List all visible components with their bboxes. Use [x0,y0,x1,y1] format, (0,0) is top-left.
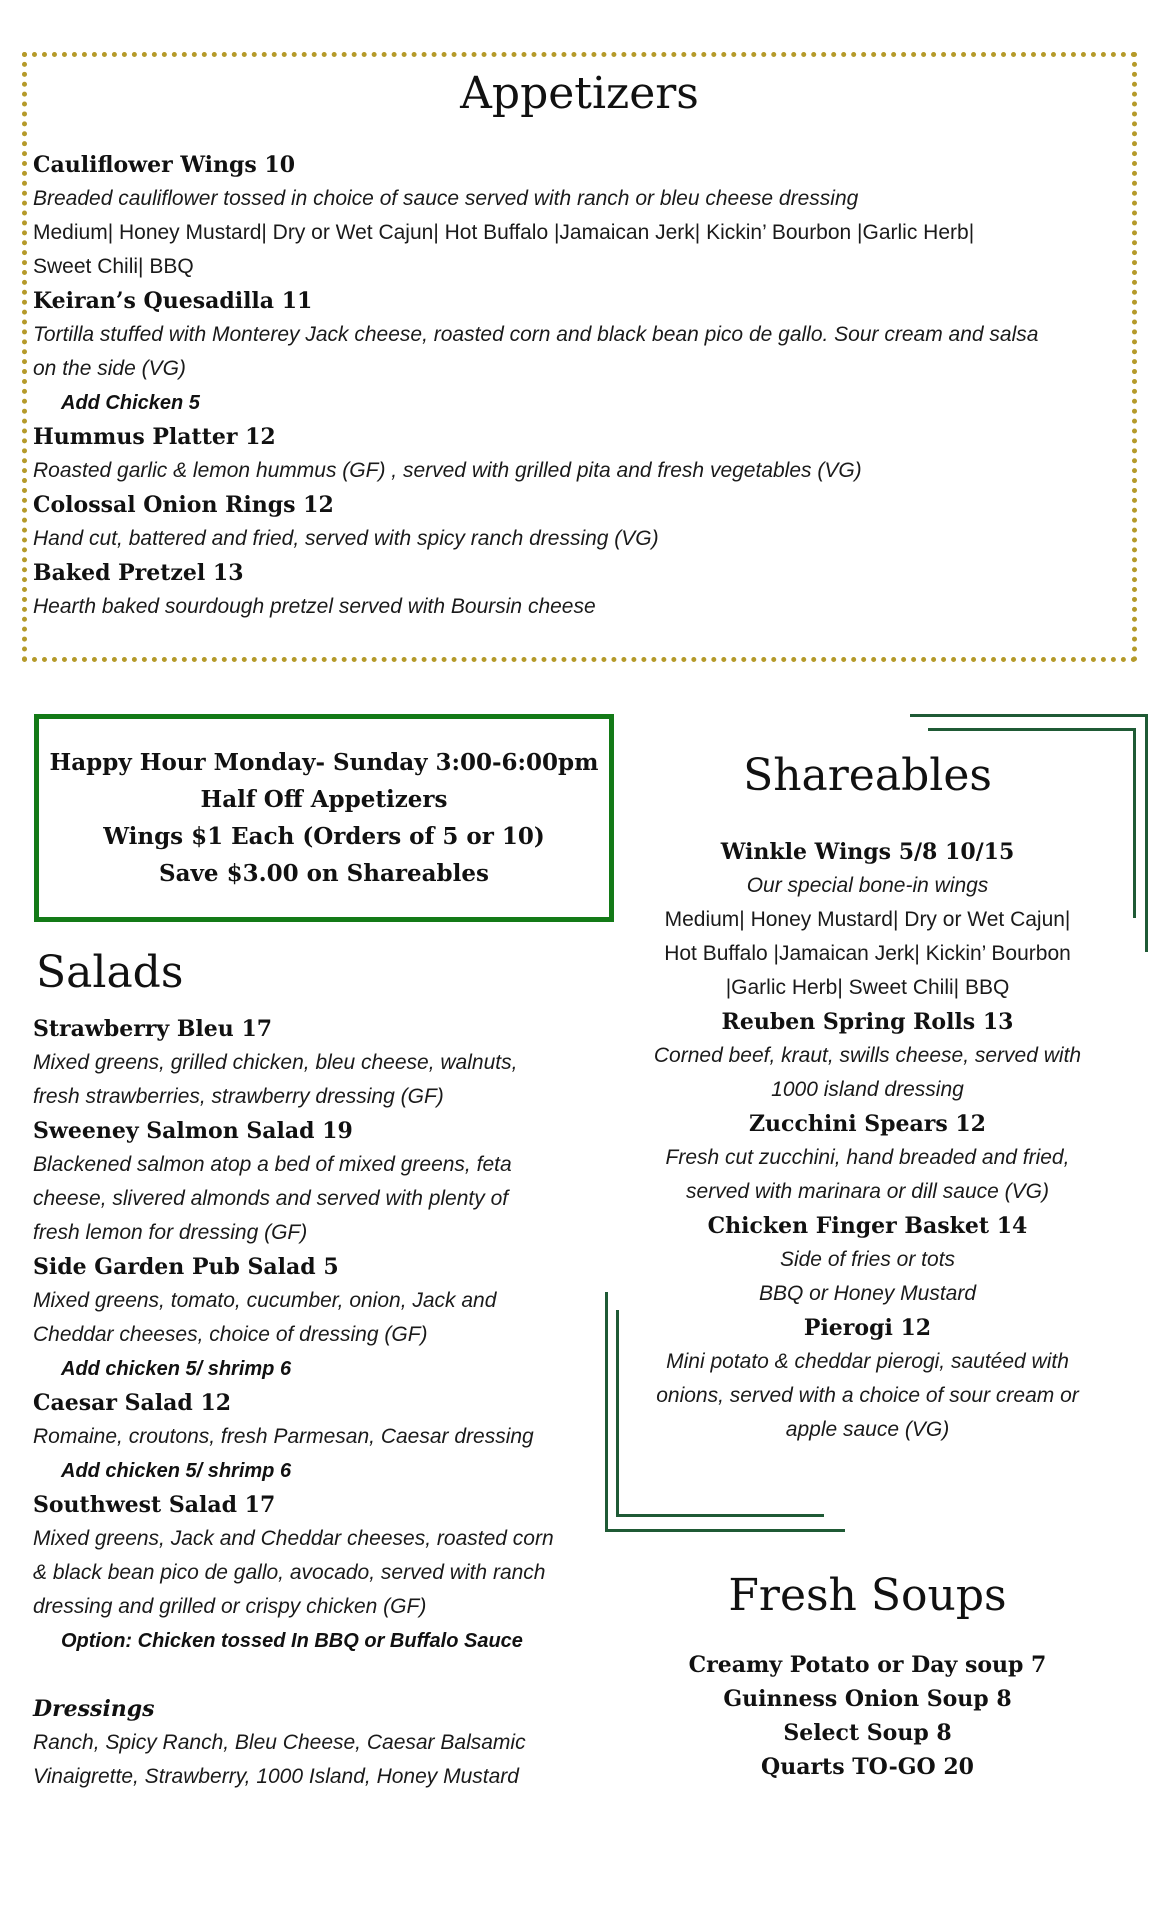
item-description: on the side (VG) [33,357,186,380]
sauce-options: Medium| Honey Mustard| Dry or Wet Cajun| [664,908,1071,931]
menu-item-salmon-salad [33,1114,613,1250]
item-description: Mixed greens, tomato, cucumber, onion, Jack and [33,1289,497,1312]
soup-item: Guinness Onion Soup 8 [723,1686,1012,1712]
menu-item-pierogi [620,1311,1115,1447]
item-description: Cheddar cheeses, choice of dressing (GF) [33,1323,428,1346]
item-name: Cauliflower Wings 10 [33,152,296,178]
item-description: fresh strawberries, strawberry dressing (GF) [33,1085,444,1108]
decorative-line [928,728,1134,731]
item-addon: Add chicken 5/ shrimp 6 [61,1358,292,1380]
menu-item-onion-rings [33,488,1128,556]
happy-hour-line: Happy Hour Monday- Sunday 3:00-6:00pm [49,749,599,776]
item-description: Mixed greens, Jack and Cheddar cheeses, roasted corn [33,1527,554,1550]
item-description: Side of fries or tots [779,1248,956,1271]
menu-item-side-garden-salad [33,1250,613,1386]
item-name: Winkle Wings 5/8 10/15 [720,839,1015,865]
decorative-line [605,1529,845,1532]
item-description: Roasted garlic & lemon hummus (GF) , served with grilled pita and fresh vegetables (VG) [33,459,862,482]
soup-item: Creamy Potato or Day soup 7 [688,1652,1047,1678]
soup-item: Select Soup 8 [783,1720,952,1746]
item-description: Hearth baked sourdough pretzel served with Boursin cheese [33,595,596,618]
item-name: Side Garden Pub Salad 5 [33,1254,339,1280]
item-addon: Add Chicken 5 [61,392,200,414]
item-description: BBQ or Honey Mustard [758,1282,977,1305]
item-description: Fresh cut zucchini, hand breaded and fried, [665,1146,1070,1169]
dressings-block [33,1692,613,1794]
item-name: Colossal Onion Rings 12 [33,492,334,518]
menu-item-quesadilla [33,284,1128,420]
menu-item-winkle-wings [620,835,1115,1005]
item-description: served with marinara or dill sauce (VG) [686,1180,1049,1203]
salads-list [33,1012,613,1794]
item-description: cheese, slivered almonds and served with plenty of [33,1187,509,1210]
menu-item-cauliflower-wings [33,148,1128,284]
item-description: & black bean pico de gallo, avocado, served with ranch [33,1561,546,1584]
decorative-line [1145,714,1148,952]
item-description: Corned beef, kraut, swills cheese, served with [653,1044,1082,1067]
appetizers-list [33,148,1128,624]
soups-list [620,1648,1115,1784]
item-name: Strawberry Bleu 17 [33,1016,273,1042]
item-name: Southwest Salad 17 [33,1492,276,1518]
sauce-options: |Garlic Herb| Sweet Chili| BBQ [725,976,1010,999]
menu-item-zucchini-spears [620,1107,1115,1209]
item-name: Reuben Spring Rolls 13 [721,1009,1014,1035]
happy-hour-line: Save $3.00 on Shareables [159,860,489,887]
menu-item-hummus-platter [33,420,1128,488]
dressings-title: Dressings [33,1696,155,1722]
menu-item-chicken-finger-basket [620,1209,1115,1311]
decorative-line [910,714,1148,717]
sauce-options: Sweet Chili| BBQ [33,255,194,278]
item-name: Zucchini Spears 12 [749,1111,986,1137]
item-description: fresh lemon for dressing (GF) [33,1221,308,1244]
decorative-line [1133,728,1136,918]
appetizers-title: Appetizers [460,68,699,119]
item-name: Chicken Finger Basket 14 [707,1213,1028,1239]
item-name: Hummus Platter 12 [33,424,276,450]
item-description: Tortilla stuffed with Monterey Jack cheese, roasted corn and black bean pico de gallo. Sour cream and salsa [33,323,1039,346]
menu-item-southwest-salad [33,1488,613,1658]
decorative-line [616,1310,619,1516]
item-name: Pierogi 12 [803,1315,932,1341]
item-description: Romaine, croutons, fresh Parmesan, Caesar dressing [33,1425,534,1448]
salads-title: Salads [36,947,184,998]
item-description: onions, served with a choice of sour cream or [656,1384,1079,1407]
sauce-options: Hot Buffalo |Jamaican Jerk| Kickin’ Bourbon [664,942,1071,965]
item-addon: Option: Chicken tossed In BBQ or Buffalo Sauce [61,1630,523,1652]
item-description: dressing and grilled or crispy chicken (GF) [33,1595,427,1618]
shareables-title: Shareables [743,750,992,801]
soup-item: Quarts TO-GO 20 [761,1754,974,1780]
item-name: Caesar Salad 12 [33,1390,232,1416]
menu-item-baked-pretzel [33,556,1128,624]
item-addon: Add chicken 5/ shrimp 6 [61,1460,292,1482]
menu-item-strawberry-bleu [33,1012,613,1114]
happy-hour-line: Half Off Appetizers [200,786,448,813]
decorative-line [616,1514,824,1517]
item-description: Our special bone-in wings [746,874,989,897]
sauce-options: Medium| Honey Mustard| Dry or Wet Cajun| Hot Buffalo |Jamaican Jerk| Kickin’ Bourbon |Garlic Herb| [33,221,975,244]
happy-hour-box [34,714,614,922]
dressings-list: Vinaigrette, Strawberry, 1000 Island, Honey Mustard [33,1765,519,1788]
item-name: Baked Pretzel 13 [33,560,244,586]
item-name: Sweeney Salmon Salad 19 [33,1118,353,1144]
decorative-line [605,1292,608,1532]
menu-item-caesar-salad [33,1386,613,1488]
item-name: Keiran’s Quesadilla 11 [33,288,313,314]
item-description: Hand cut, battered and fried, served with spicy ranch dressing (VG) [33,527,659,550]
menu-item-reuben-spring-rolls [620,1005,1115,1107]
item-description: apple sauce (VG) [785,1418,950,1441]
happy-hour-line: Wings $1 Each (Orders of 5 or 10) [103,823,545,850]
shareables-list [620,835,1115,1447]
item-description: 1000 island dressing [771,1078,964,1101]
item-description: Mixed greens, grilled chicken, bleu cheese, walnuts, [33,1051,518,1074]
soups-title: Fresh Soups [728,1570,1007,1621]
item-description: Breaded cauliflower tossed in choice of sauce served with ranch or bleu cheese dressing [33,187,859,210]
item-description: Mini potato & cheddar pierogi, sautéed with [666,1350,1069,1373]
dressings-list: Ranch, Spicy Ranch, Bleu Cheese, Caesar Balsamic [33,1731,526,1754]
item-description: Blackened salmon atop a bed of mixed greens, feta [33,1153,512,1176]
